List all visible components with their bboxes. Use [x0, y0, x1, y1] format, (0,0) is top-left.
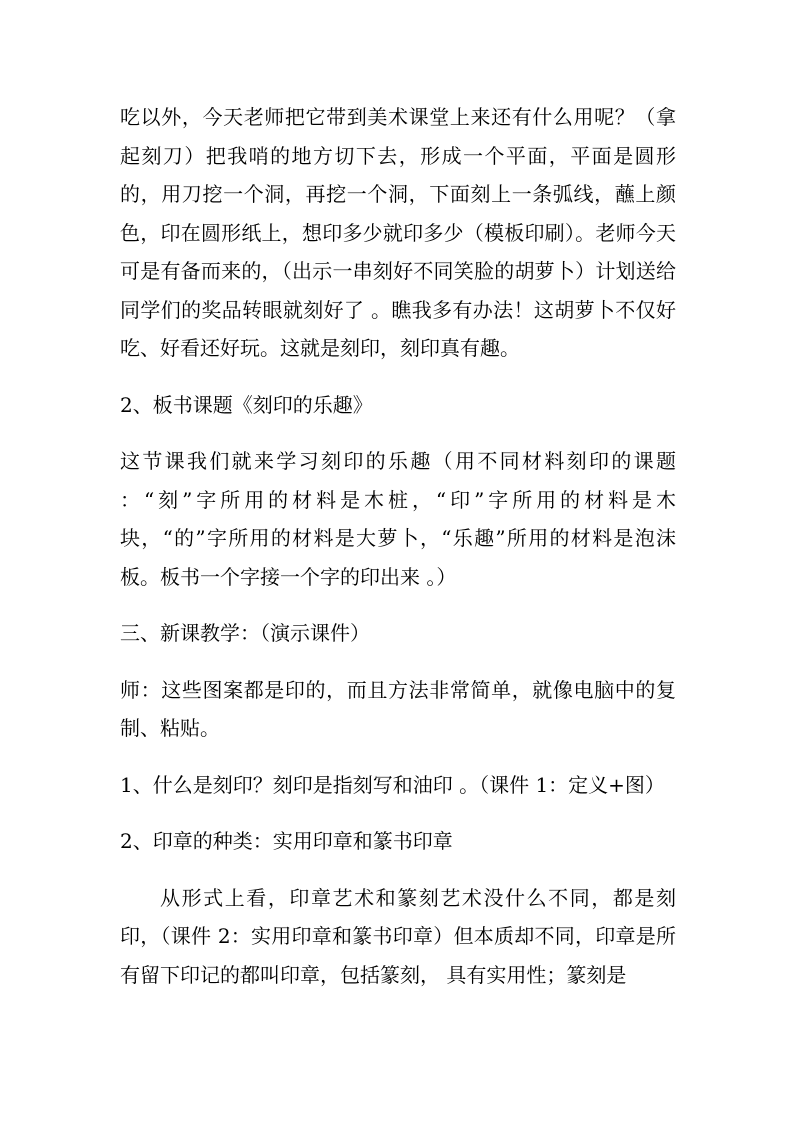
paragraph-carrot-demo: 吃以外，今天老师把它带到美术课堂上来还有什么用呢？（拿起刻刀）把我哨的地方切下去，形成一个平面，平面是圆形的，用刀挖一个洞，再挖一个洞，下面刻上一条弧线，蘸上颜色，印在圆形纸上，想印多少就印多少（模板印刷）。老师今天可是有备而来的，（出示一串刻好不同笑脸的胡萝卜）计划送给同学们的奖品转眼就刻好了 。瞧我多有办法！这胡萝卜不仅好吃、好看还好玩。这就是刻印，刻印真有趣。 — [120, 105, 676, 360]
paragraph-spacer — [120, 424, 676, 442]
heading-seal-types: 2、印章的种类：实用印章和篆书印章 — [120, 829, 453, 853]
heading-board-title: 2、板书课题《刻印的乐趣》 — [120, 392, 373, 417]
paragraph-spacer — [120, 748, 676, 766]
paragraph-seal-comparison: 从形式上看，印章艺术和篆刻艺术没什么不同，都是刻印，（课件 2：实用印章和篆书印章）但本质却不同，印章是所有留下印记的都叫印章，包括篆刻， 具有实用性；篆刻是 — [120, 885, 676, 987]
heading-new-lesson: 三、新课教学：（演示课件） — [120, 621, 370, 645]
paragraph-spacer — [120, 368, 676, 386]
paragraph-spacer — [120, 861, 676, 879]
paragraph-teacher-remark: 师：这些图案都是印的，而且方法非常简单，就像电脑中的复制、粘贴。 — [120, 677, 676, 740]
paragraph-definition: 1、什么是刻印？刻印是指刻写和油印 。（课件 1：定义+图） — [120, 772, 665, 797]
document-body — [120, 98, 676, 994]
paragraph-spacer — [120, 596, 676, 614]
paragraph-spacer — [120, 804, 676, 822]
paragraph-lesson-intro: 这节课我们就来学习刻印的乐趣（用不同材料刻印的课题 ：“刻”字所用的材料是木桩，“印”字所用的材料是木块，“的”字所用的材料是大萝卜，“乐趣”所用的材料是泡沫板。板书一个字接一个字的印出来 。） — [120, 449, 676, 589]
paragraph-spacer — [120, 653, 676, 671]
